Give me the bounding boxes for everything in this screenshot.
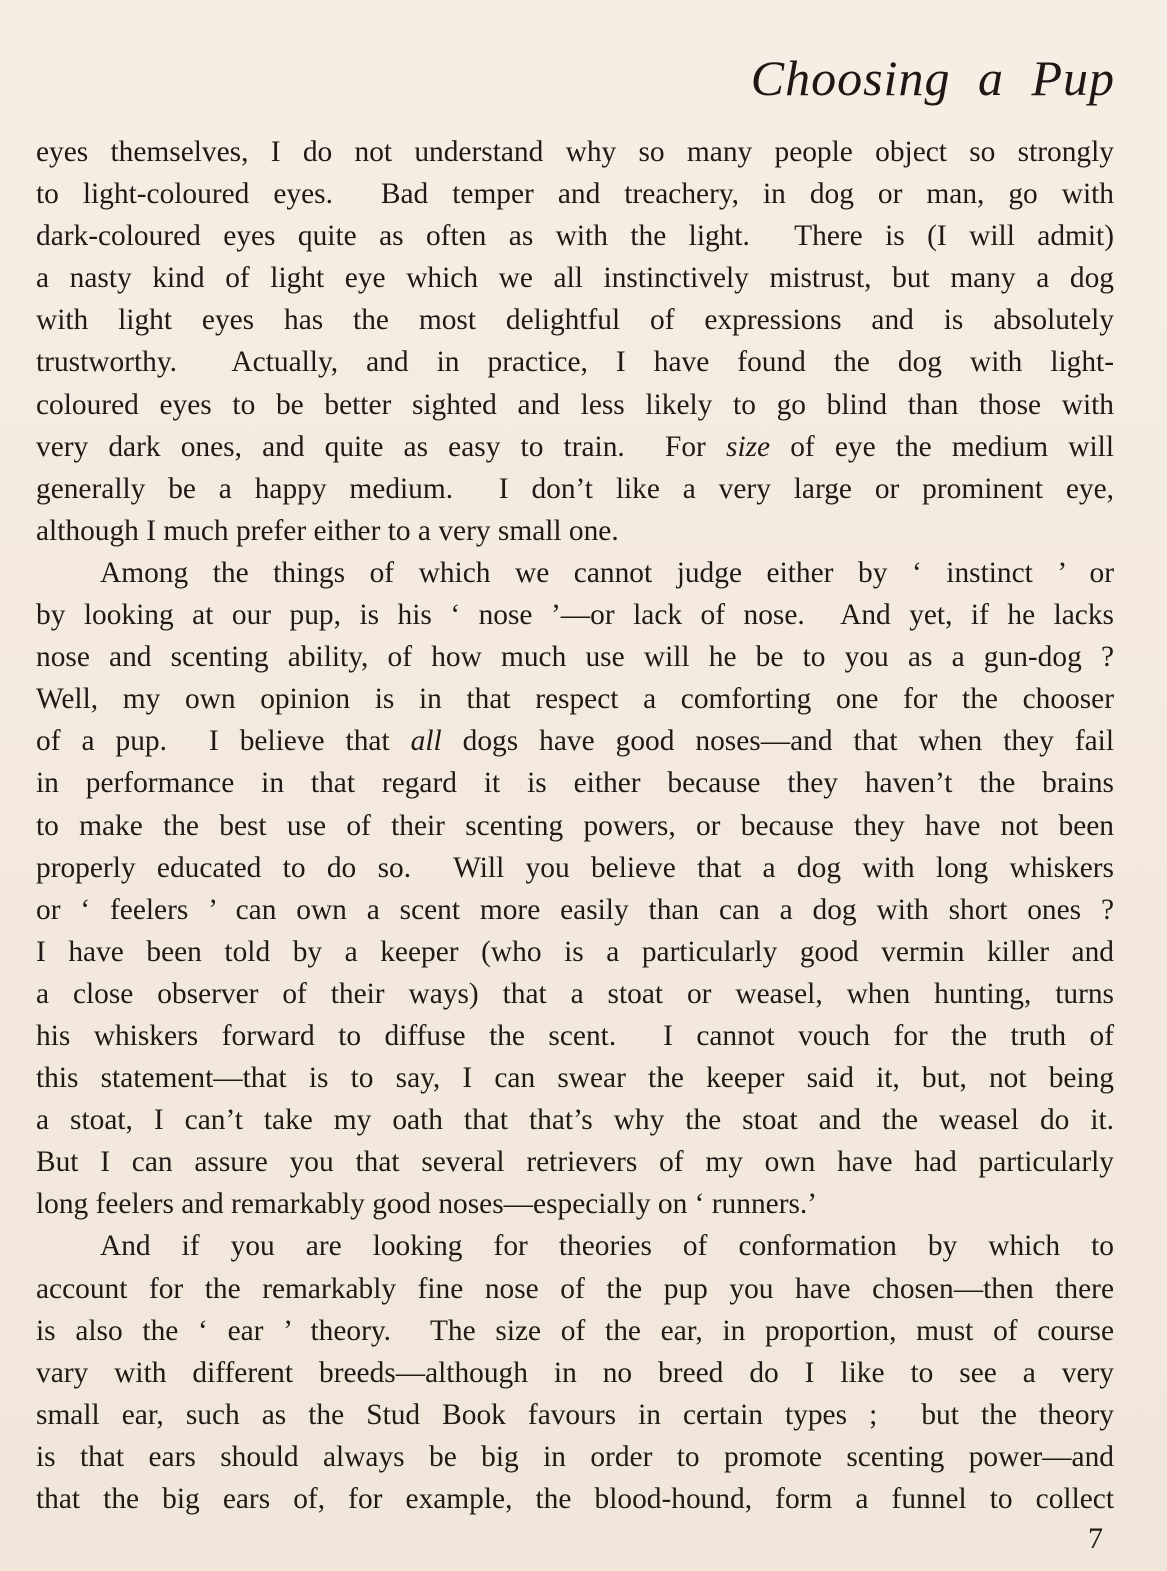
text-line: a nasty kind of light eye which we all instinctively mistrust, but many a dog — [36, 262, 1114, 295]
text-line: generally be a happy medium. I don’t like a very large or prominent eye, — [36, 472, 1114, 505]
text-line: And if you are looking for theories of conformation by which to — [100, 1230, 1114, 1263]
text-line: with light eyes has the most delightful of expressions and is absolutely — [36, 304, 1114, 337]
text-run: of a pup. I believe that — [36, 725, 411, 758]
text-line: that the big ears of, for example, the blood-hound, form a funnel to collect — [36, 1483, 1114, 1515]
text-line: a stoat, I can’t take my oath that that’s why the stoat and the weasel do it. — [36, 1104, 1114, 1137]
text-line: small ear, such as the Stud Book favours in certain types ; but the theory — [36, 1398, 1114, 1431]
text-line: trustworthy. Actually, and in practice, I have found the dog with light- — [36, 346, 1114, 379]
text-line: dark-coloured eyes quite as often as with the light. There is (I will admit) — [36, 220, 1114, 253]
text-line: account for the remarkably fine nose of the pup you have chosen—then there — [36, 1272, 1114, 1305]
text-run: dogs have good noses—and that when they fail — [441, 725, 1114, 758]
text-line: long feelers and remarkably good noses—especially on ‘ runners.’ — [36, 1188, 818, 1221]
text-line: in performance in that regard it is either because they haven’t the brains — [36, 767, 1114, 800]
text-line: is also the ‘ ear ’ theory. The size of the ear, in proportion, must of course — [36, 1314, 1114, 1347]
body-text — [36, 131, 1114, 1520]
text-run: of eye the medium will — [770, 430, 1115, 463]
text-line: or ‘ feelers ’ can own a scent more easily than can a dog with short ones ? — [36, 893, 1114, 926]
text-run: very dark ones, and quite as easy to train. For — [36, 430, 726, 463]
text-line: to light-coloured eyes. Bad temper and treachery, in dog or man, go with — [36, 178, 1114, 211]
text-line: a close observer of their ways) that a stoat or weasel, when hunting, turns — [36, 977, 1114, 1010]
text-line: coloured eyes to be better sighted and less likely to go blind than those with — [36, 388, 1114, 421]
text-line: But I can assure you that several retrievers of my own have had particularly — [36, 1146, 1114, 1179]
text-line: although I much prefer either to a very small one. — [36, 514, 619, 547]
italic-word: size — [726, 430, 771, 463]
text-line: Among the things of which we cannot judge either by ‘ instinct ’ or — [100, 556, 1114, 589]
text-line — [36, 426, 1114, 468]
text-line: I have been told by a keeper (who is a particularly good vermin killer and — [36, 935, 1114, 968]
text-line: eyes themselves, I do not understand why so many people object so strongly — [36, 136, 1114, 168]
text-line: is that ears should always be big in order to promote scenting power—and — [36, 1440, 1114, 1473]
text-line: nose and scenting ability, of how much use will he be to you as a gun-dog ? — [36, 641, 1114, 674]
text-line: to make the best use of their scenting powers, or because they have not been — [36, 809, 1114, 842]
text-line: by looking at our pup, is his ‘ nose ’—or lack of nose. And yet, if he lacks — [36, 599, 1114, 632]
text-line: vary with different breeds—although in no breed do I like to see a very — [36, 1356, 1114, 1389]
text-line: properly educated to do so. Will you believe that a dog with long whiskers — [36, 851, 1114, 884]
text-line: Well, my own opinion is in that respect a comforting one for the chooser — [36, 683, 1114, 716]
text-line: his whiskers forward to diffuse the scent. I cannot vouch for the truth of — [36, 1019, 1114, 1052]
text-line: this statement—that is to say, I can swear the keeper said it, but, not being — [36, 1062, 1114, 1095]
italic-word: all — [410, 725, 442, 758]
page-number: 7 — [1088, 1522, 1103, 1555]
running-title: Choosing a Pup — [750, 50, 1115, 106]
text-line — [36, 720, 1114, 762]
